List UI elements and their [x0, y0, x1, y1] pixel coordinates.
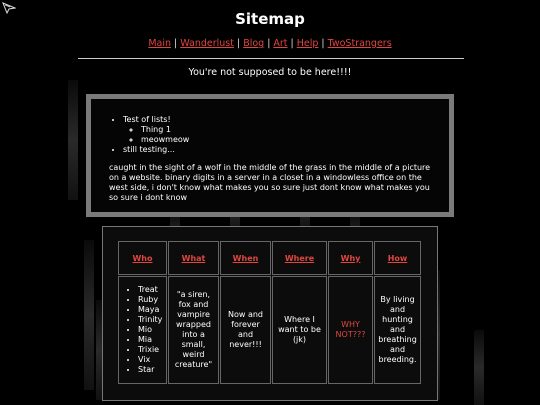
who-item: • Trixie — [138, 345, 163, 355]
sub-list-item: ◦ meowmeow — [141, 135, 437, 145]
nav-separator: | — [267, 38, 271, 49]
who-item: • Mio — [138, 325, 163, 335]
who-item: • Maya — [138, 305, 163, 315]
who-item: • Ruby — [138, 295, 163, 305]
test-list — [101, 115, 437, 155]
header-where — [272, 241, 327, 275]
who-list — [122, 285, 163, 375]
header-what — [168, 241, 219, 275]
nav-separator: | — [290, 38, 294, 49]
content-panel — [86, 94, 454, 217]
page-title: Sitemap — [235, 10, 305, 28]
nav-link-wanderlust[interactable]: Wanderlust — [180, 38, 234, 49]
who-item: • Treat — [138, 285, 163, 295]
who-item: • Vix — [138, 355, 163, 365]
header-link-how[interactable]: How — [387, 253, 408, 263]
info-table-container — [102, 226, 438, 401]
nav-link-art[interactable]: Art — [273, 38, 288, 49]
table-row — [118, 276, 421, 384]
sub-list-item: ◦ Thing 1 — [141, 125, 437, 135]
list-item — [123, 115, 437, 145]
cell-what: "a siren, fox and vampire wrapped into a small, weird creature" — [168, 276, 219, 384]
cell-how: By living and hunting and breathing and breeding. — [374, 276, 421, 384]
cell-where: Where I want to be (jk) — [272, 276, 327, 384]
header-link-when[interactable]: When — [232, 253, 259, 263]
nav-separator: | — [321, 38, 325, 49]
who-item: • Trinity — [138, 315, 163, 325]
notice-text: You're not supposed to be here!!!! — [188, 67, 352, 78]
nav-bar — [0, 38, 540, 49]
header-who — [118, 241, 167, 275]
info-table — [117, 240, 422, 385]
cell-when: Now and forever and never!!! — [220, 276, 271, 384]
nav-separator: | — [236, 38, 241, 49]
nav-separator: | — [174, 38, 178, 49]
header-link-what[interactable]: What — [181, 253, 206, 263]
nav-link-help[interactable]: Help — [296, 38, 319, 49]
nav-link-blog[interactable]: Blog — [243, 38, 265, 49]
header-link-who[interactable]: Who — [132, 253, 153, 263]
list-item-text: Test of lists! — [123, 115, 171, 124]
sub-list — [123, 125, 437, 145]
header-link-where[interactable]: Where — [284, 253, 315, 263]
header-how — [374, 241, 421, 275]
cell-who — [118, 276, 167, 384]
panel-paragraph: caught in the sight of a wolf in the middle of the grass in the middle of a picture on a website. binary digits in a server in a closet in a windowless office on the west side, i don't know what makes you so sure just dont know what makes you so sure i dont know — [109, 163, 431, 202]
nav-link-twostrangers[interactable]: TwoStrangers — [327, 38, 392, 49]
table-header-row — [118, 241, 421, 275]
header-why — [328, 241, 373, 275]
who-item: • Mia — [138, 335, 163, 345]
background-streak — [68, 80, 78, 200]
horizontal-divider — [78, 58, 464, 59]
header-when — [220, 241, 271, 275]
background-streak — [84, 240, 94, 390]
who-item: • Star — [138, 365, 163, 375]
list-item: • still testing... — [123, 145, 437, 155]
nav-link-main[interactable]: Main — [148, 38, 172, 49]
cell-why: WHY NOT??? — [328, 276, 373, 384]
header-link-why[interactable]: Why — [340, 253, 361, 263]
background-streak — [474, 330, 484, 405]
